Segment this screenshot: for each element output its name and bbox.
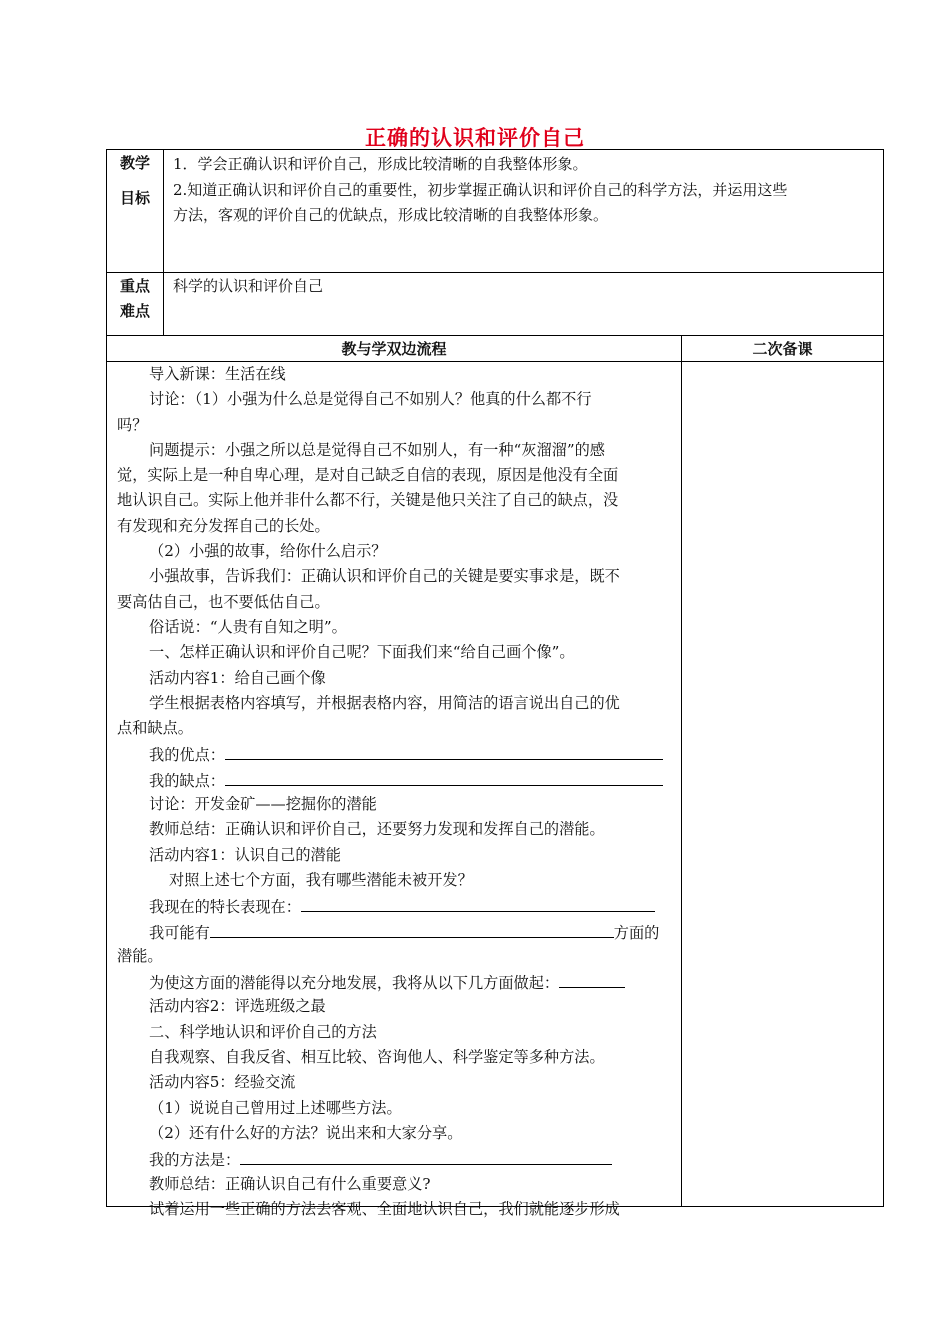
body-line: （2）小强的故事，给你什么启示？	[149, 542, 387, 561]
objectives-label-bottom: 目标	[119, 189, 150, 207]
strengths-blank[interactable]	[225, 741, 663, 760]
body-line: 自我观察、自我反省、相互比较、咨询他人、科学鉴定等多种方法。	[149, 1048, 605, 1067]
prep-header: 二次备课	[752, 340, 813, 358]
body-line: 俗话说：“人贵有自知之明”。	[149, 617, 347, 636]
body-line: 活动内容5：经验交流	[149, 1073, 296, 1092]
body-line: 活动内容2：评选班级之最	[149, 997, 326, 1016]
potential-label: 我可能有	[149, 923, 210, 942]
body-line: 点和缺点。	[117, 719, 193, 738]
column-divider	[681, 336, 682, 1206]
process-header: 教与学双边流程	[341, 340, 447, 358]
body-line	[117, 969, 673, 994]
plan-blank[interactable]	[559, 969, 625, 988]
body-line: 教师总结：正确认识和评价自己，还要努力发现和发挥自己的潜能。	[149, 820, 605, 839]
objective-line-2: 2.知道正确认识和评价自己的重要性，初步掌握正确认识和评价自己的科学方法，并运用这些	[173, 181, 788, 199]
weaknesses-label: 我的缺点：	[149, 771, 225, 790]
body-line: 吗？	[117, 415, 148, 434]
strengths-label: 我的优点：	[149, 746, 225, 765]
keypoints-label-bottom: 难点	[119, 302, 150, 320]
lesson-body	[117, 362, 673, 1222]
keypoints-label-top: 重点	[119, 277, 150, 295]
method-label: 我的方法是：	[149, 1151, 241, 1170]
weaknesses-blank[interactable]	[225, 767, 663, 786]
body-line: 小强故事，告诉我们：正确认识和评价自己的关键是要实事求是，既不	[149, 567, 620, 586]
body-line	[117, 1146, 673, 1171]
body-line: 潜能。	[117, 946, 163, 965]
body-line	[117, 741, 673, 766]
potential-suffix: 方面的	[613, 923, 660, 942]
objective-line-3: 方法，客观的评价自己的优缺点，形成比较清晰的自我整体形象。	[173, 206, 609, 224]
body-line	[117, 893, 673, 918]
body-line: 有发现和充分发挥自己的长处。	[117, 516, 330, 535]
body-line: 二、科学地认识和评价自己的方法	[149, 1022, 377, 1041]
body-line	[117, 767, 673, 792]
body-line: （2）还有什么好的方法？说出来和大家分享。	[149, 1123, 463, 1142]
plan-label: 为使这方面的潜能得以充分地发展，我将从以下几方面做起：	[149, 974, 560, 993]
objective-line-1: 1．学会正确认识和评价自己，形成比较清晰的自我整体形象。	[173, 155, 588, 173]
body-line: 问题提示：小强之所以总是觉得自己不如别人，有一种“灰溜溜”的感	[149, 440, 605, 459]
body-line: 地认识自己。实际上他并非什么都不行，关键是他只关注了自己的缺点，没	[117, 491, 619, 510]
body-line: 要高估自己，也不要低估自己。	[117, 592, 330, 611]
page-title: 正确的认识和评价自己	[365, 126, 585, 150]
specialty-blank[interactable]	[301, 893, 655, 912]
column-divider	[163, 150, 164, 336]
body-line: 讨论：（1）小强为什么总是觉得自己不如别人？他真的什么都不行	[149, 390, 592, 409]
body-line: 试着运用一些正确的方法去客观、全面地认识自己，我们就能逐步形成	[149, 1199, 620, 1218]
body-line: 活动内容1：认识自己的潜能	[149, 845, 341, 864]
body-line: （1）说说自己曾用过上述哪些方法。	[149, 1098, 402, 1117]
potential-blank[interactable]	[210, 919, 614, 938]
body-line	[117, 919, 673, 944]
body-line: 讨论：开发金矿——挖掘你的潜能	[149, 795, 377, 814]
body-line: 对照上述七个方面，我有哪些潜能未被开发？	[169, 870, 473, 889]
method-blank[interactable]	[240, 1146, 612, 1165]
keypoints-text: 科学的认识和评价自己	[173, 277, 324, 295]
specialty-label: 我现在的特长表现在：	[149, 898, 301, 917]
body-line: 觉，实际上是一种自卑心理，是对自己缺乏自信的表现，原因是他没有全面	[117, 466, 619, 485]
body-line: 学生根据表格内容填写，并根据表格内容，用简洁的语言说出自己的优	[149, 693, 620, 712]
body-line: 一、怎样正确认识和评价自己呢？下面我们来“给自己画个像”。	[149, 643, 575, 662]
objectives-label-top: 教学	[119, 154, 150, 172]
body-line: 导入新课：生活在线	[149, 365, 286, 383]
body-line: 活动内容1：给自己画个像	[149, 668, 326, 687]
lesson-table	[106, 149, 884, 1218]
body-line: 教师总结：正确认识自己有什么重要意义?	[149, 1174, 431, 1193]
